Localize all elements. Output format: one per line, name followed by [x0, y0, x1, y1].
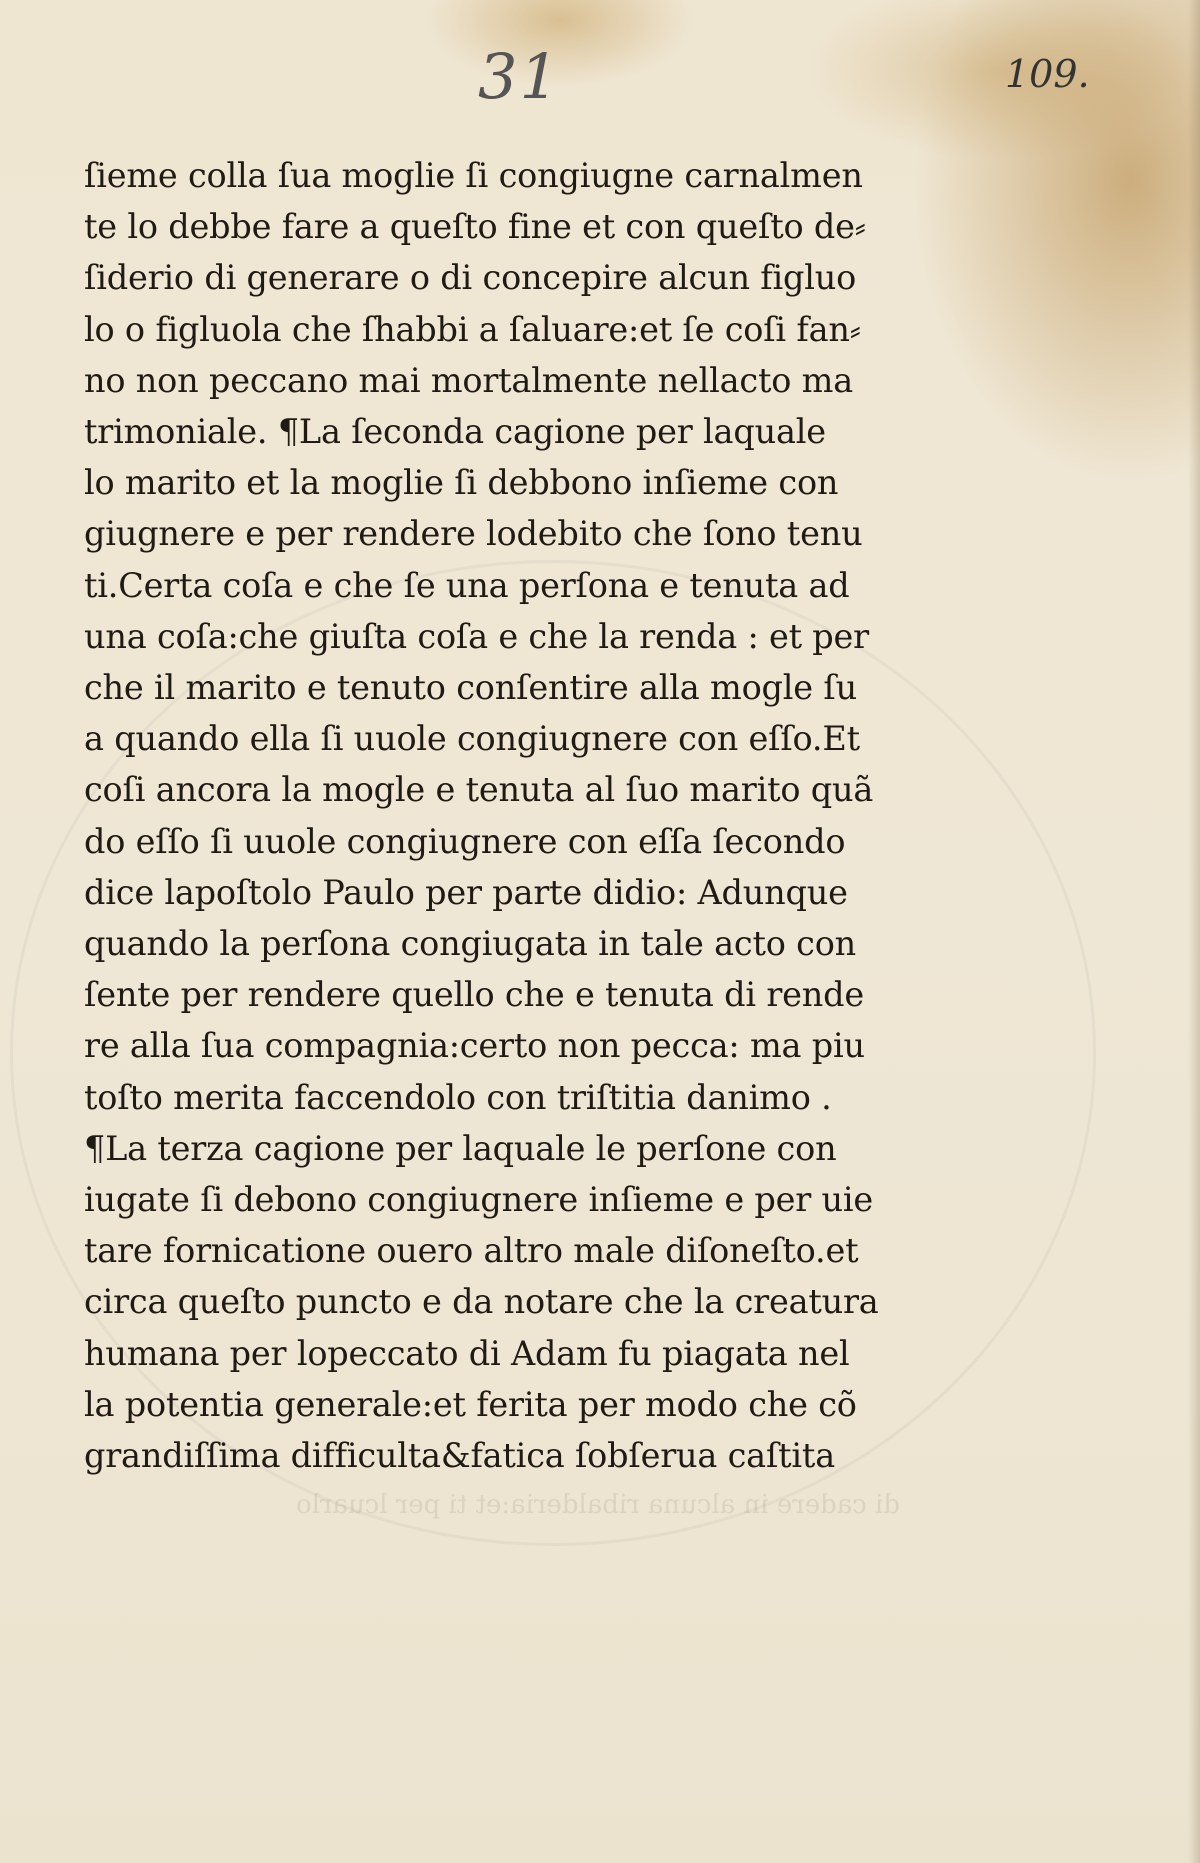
text-line: circa queſto puncto e da notare che la creatura [84, 1282, 879, 1322]
text-line: ſieme colla ſua moglie ſi congiugne carnalmen [84, 156, 863, 195]
body-text [84, 150, 904, 1481]
text-line: lo o figluola che ſhabbi a ſaluare:et ſe coſi fan⸗ [84, 309, 861, 349]
text-line: te lo debbe fare a queſto fine et con queſto de⸗ [84, 207, 866, 247]
text-line: ſente per rendere quello che e tenuta di rende [84, 975, 865, 1015]
text-line: toſto merita faccendolo con triſtitia danimo . [84, 1077, 832, 1117]
page-edge-shadow [1188, 0, 1200, 1863]
text-line: ſiderio di generare o di concepire alcun figluo [84, 258, 857, 298]
text-line: iugate ſi debono congiugnere inſieme e per uie [84, 1180, 874, 1220]
text-line: no non peccano mai mortalmente nellacto ma [84, 360, 854, 400]
text-line: ¶La terza cagione per laquale le perſone con [84, 1128, 837, 1168]
text-line: tare fornicatione ouero altro male diſoneſto.et [84, 1231, 859, 1271]
text-line: ti.Certa coſa e che ſe una perſona e tenuta ad [84, 565, 850, 605]
text-line: humana per lopeccato di Adam fu piagata nel [84, 1333, 850, 1373]
text-line: a quando ella ſi uuole congiugnere con eſſo.Et [84, 719, 860, 759]
folio-number-handwritten: 31 [478, 40, 561, 113]
text-line: che il marito e tenuto conſentire alla mogle ſu [84, 668, 857, 708]
text-line: do eſſo ſi uuole congiugnere con eſſa ſecondo [84, 821, 846, 861]
text-line: quando la perſona congiugata in tale acto con [84, 924, 857, 964]
show-through-text: di cadere in alcuna ribalderia:et ti per lcuarlo [296, 1490, 900, 1520]
text-line: lo marito et la moglie ſi debbono inſieme con [84, 463, 839, 503]
text-line: una coſa:che giuſta coſa e che la renda : et per [84, 616, 869, 656]
text-line: re alla ſua compagnia:certo non pecca: ma piu [84, 1026, 865, 1066]
text-line: la potentia generale:et ferita per modo che cõ [84, 1384, 857, 1424]
text-line: trimoniale. ¶La ſeconda cagione per laquale [84, 412, 826, 452]
text-line: dice lapoſtolo Paulo per parte didio: Adunque [84, 872, 848, 912]
folio-number-corner: 109. [1005, 52, 1090, 96]
text-line: grandiſſima difficulta&fatica ſobſerua caſtita [84, 1436, 835, 1476]
text-line: coſi ancora la mogle e tenuta al ſuo marito quã [84, 770, 874, 810]
text-line: giugnere e per rendere lodebito che ſono tenu [84, 514, 863, 554]
